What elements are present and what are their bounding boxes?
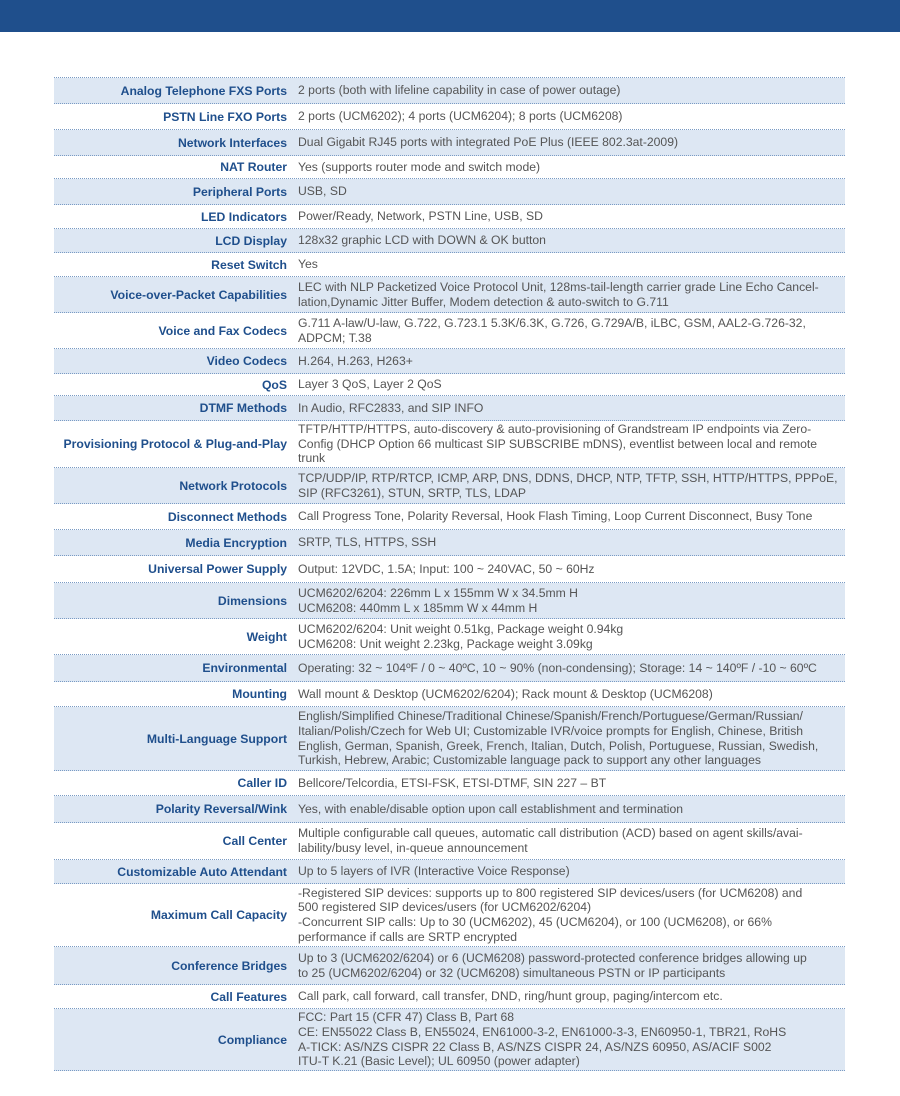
spec-row xyxy=(54,556,845,583)
spec-value xyxy=(298,375,845,394)
spec-label: Conference Bridges xyxy=(171,958,287,973)
spec-value-line: UCM6208: 440mm L x 185mm W x 44mm H xyxy=(298,600,538,615)
spec-label: Weight xyxy=(246,629,287,644)
spec-value-line: Turkish, Hebrew, Arabic; Customizable language pack to support any other languages xyxy=(298,753,761,768)
spec-row xyxy=(54,374,845,396)
spec-label: Video Codecs xyxy=(206,354,287,368)
spec-row xyxy=(54,396,845,421)
spec-value-line: Multiple configurable call queues, automatic call distribution (ACD) based on agent skills/avai- xyxy=(298,826,803,841)
spec-value xyxy=(298,255,845,274)
spec-label: Voice and Fax Codecs xyxy=(158,323,287,338)
spec-row xyxy=(54,205,845,229)
spec-value xyxy=(298,584,845,617)
spec-value-line: UCM6202/6204: 226mm L x 155mm W x 34.5mm H xyxy=(298,585,578,600)
spec-label: Polarity Reversal/Wink xyxy=(155,802,287,816)
spec-value xyxy=(298,469,845,502)
spec-value-line: Call park, call forward, call transfer, DND, ring/hunt group, paging/intercom etc. xyxy=(298,989,723,1004)
spec-value-line: performance if calls are SRTP encrypted xyxy=(298,929,518,944)
spec-value-line: Up to 5 layers of IVR (Interactive Voice Response) xyxy=(298,864,570,879)
spec-label: DTMF Methods xyxy=(199,401,287,415)
spec-value-line: Layer 3 QoS, Layer 2 QoS xyxy=(298,377,442,392)
spec-row xyxy=(54,884,845,947)
spec-label: Network Interfaces xyxy=(177,135,287,150)
spec-value xyxy=(298,81,845,100)
spec-value xyxy=(298,182,845,201)
spec-label: Reset Switch xyxy=(211,257,287,272)
spec-value xyxy=(298,507,845,526)
spec-row xyxy=(54,860,845,884)
spec-value-line: English/Simplified Chinese/Traditional Chinese/Spanish/French/Portuguese/German/Russian/ xyxy=(298,709,803,724)
spec-value-line: -Concurrent SIP calls: Up to 30 (UCM6202), 45 (UCM6204), or 100 (UCM6208), or 66% xyxy=(298,915,772,929)
spec-value xyxy=(298,207,845,226)
spec-value-line: FCC: Part 15 (CFR 47) Class B, Part 68 xyxy=(298,1010,515,1025)
spec-row xyxy=(54,313,845,349)
spec-label: Call Features xyxy=(210,989,287,1004)
spec-value-line: UCM6202/6204: Unit weight 0.51kg, Package weight 0.94kg xyxy=(298,621,624,636)
spec-value-line: 2 ports (both with lifeline capability in case of power outage) xyxy=(298,83,621,98)
spec-value-line: H.264, H.263, H263+ xyxy=(298,353,413,368)
spec-row xyxy=(54,682,845,707)
spec-row xyxy=(54,504,845,530)
spec-row xyxy=(54,583,845,619)
spec-value-line: 500 registered SIP devices/users (for UCM6202/6204) xyxy=(298,900,592,915)
spec-row xyxy=(54,468,845,504)
spec-value-line: G.711 A-law/U-law, G.722, G.723.1 5.3K/6.3K, G.726, G.729A/B, iLBC, GSM, AAL2-G.726-32, xyxy=(298,315,806,330)
spec-value-line: English, German, Spanish, Greek, French, Italian, Dutch, Polish, Portuguese, Russian, Swedish, xyxy=(298,738,819,753)
header-bar xyxy=(0,0,900,32)
spec-value xyxy=(298,707,845,769)
spec-label: Customizable Auto Attendant xyxy=(117,864,287,879)
spec-row xyxy=(54,655,845,682)
spec-table xyxy=(54,77,845,1071)
spec-row xyxy=(54,823,845,860)
spec-value-line: 128x32 graphic LCD with DOWN & OK button xyxy=(298,233,546,248)
spec-label: Compliance xyxy=(217,1032,287,1047)
spec-value xyxy=(298,884,845,946)
spec-row xyxy=(54,229,845,253)
spec-row xyxy=(54,78,845,104)
spec-label: Voice-over-Packet Capabilities xyxy=(110,287,287,302)
spec-value-line: lability/busy level, in-queue announcement xyxy=(298,841,528,855)
spec-value-line: ADPCM; T.38 xyxy=(298,330,372,345)
spec-value-line: A-TICK: AS/NZS CISPR 22 Class B, AS/NZS CISPR 24, AS/NZS 60950, AS/ACIF S002 xyxy=(298,1039,772,1054)
spec-value-line: Italian/Polish/Czech for Web UI; Customizable IVR/voice prompts for English, Chinese, British xyxy=(298,723,804,738)
spec-value-line: Yes xyxy=(298,257,318,272)
spec-row xyxy=(54,947,845,985)
spec-value-line: Bellcore/Telcordia, ETSI-FSK, ETSI-DTMF, SIN 227 – BT xyxy=(298,775,607,790)
spec-value-line: Power/Ready, Network, PSTN Line, USB, SD xyxy=(298,209,543,224)
spec-row xyxy=(54,796,845,823)
spec-row xyxy=(54,530,845,556)
spec-value xyxy=(298,399,845,418)
spec-value-line: Up to 3 (UCM6202/6204) or 6 (UCM6208) password-protected conference bridges allowing up xyxy=(298,950,807,965)
spec-row xyxy=(54,707,845,771)
spec-value xyxy=(298,987,845,1006)
spec-label: Maximum Call Capacity xyxy=(150,908,287,922)
spec-value-line: 2 ports (UCM6202); 4 ports (UCM6204); 8 ports (UCM6208) xyxy=(298,109,623,124)
spec-label: LCD Display xyxy=(215,233,287,248)
spec-value xyxy=(298,560,845,579)
spec-value-line: UCM6208: Unit weight 2.23kg, Package weight 3.09kg xyxy=(298,636,593,651)
spec-label: Network Protocols xyxy=(179,478,287,493)
spec-value-line: Yes (supports router mode and switch mode) xyxy=(298,159,541,174)
spec-value-line: Yes, with enable/disable option upon call establishment and termination xyxy=(298,801,684,816)
spec-value-line: CE: EN55022 Class B, EN55024, EN61000-3-2, EN61000-3-3, EN60950-1, TBR21, RoHS xyxy=(298,1024,787,1039)
spec-value-line: to 25 (UCM6202/6204) or 32 (UCM6208) simultaneous PSTN or IP participants xyxy=(298,965,726,980)
spec-label: Media Encryption xyxy=(185,535,287,550)
spec-value-line: Dual Gigabit RJ45 ports with integrated PoE Plus (IEEE 802.3at-2009) xyxy=(298,135,679,150)
spec-label: Provisioning Protocol & Plug-and-Play xyxy=(63,437,287,451)
spec-row xyxy=(54,277,845,313)
spec-value xyxy=(298,949,845,982)
spec-value xyxy=(298,824,845,857)
spec-value xyxy=(298,107,845,126)
spec-label: Call Center xyxy=(222,834,287,848)
spec-label: Multi-Language Support xyxy=(146,731,287,746)
spec-value-line: USB, SD xyxy=(298,184,347,199)
spec-value-line: In Audio, RFC2833, and SIP INFO xyxy=(298,400,484,415)
spec-label: Environmental xyxy=(202,661,287,675)
spec-value xyxy=(298,158,845,177)
spec-label: Disconnect Methods xyxy=(167,509,287,524)
spec-value-line: LEC with NLP Packetized Voice Protocol Unit, 128ms-tail-length carrier grade Line Echo Cancel- xyxy=(298,279,819,294)
spec-row xyxy=(54,1009,845,1071)
spec-value-line: Config (DHCP Option 66 multicast SIP SUBSCRIBE mDNS), eventlist between local and remote xyxy=(298,436,818,451)
spec-row xyxy=(54,349,845,374)
spec-label: Caller ID xyxy=(237,776,287,790)
spec-label: Analog Telephone FXS Ports xyxy=(120,83,287,98)
spec-value xyxy=(298,685,845,704)
spec-row xyxy=(54,104,845,130)
spec-value xyxy=(298,420,845,468)
spec-value xyxy=(298,620,845,653)
spec-value xyxy=(298,1008,845,1070)
spec-value-line: Operating: 32 ~ 104ºF / 0 ~ 40ºC, 10 ~ 90% (non-condensing); Storage: 14 ~ 140ºF / -10 ~ 60ºC xyxy=(298,660,817,675)
spec-value-line: SIP (RFC3261), STUN, SRTP, TLS, LDAP xyxy=(298,485,527,500)
spec-label: QoS xyxy=(261,377,287,392)
spec-row xyxy=(54,130,845,156)
spec-label: Universal Power Supply xyxy=(148,562,287,576)
spec-value xyxy=(298,278,845,311)
spec-value xyxy=(298,774,845,793)
spec-value xyxy=(298,352,845,371)
spec-row xyxy=(54,156,845,179)
spec-row xyxy=(54,985,845,1009)
spec-value-line: SRTP, TLS, HTTPS, SSH xyxy=(298,535,437,550)
spec-label: NAT Router xyxy=(220,160,287,174)
spec-label: PSTN Line FXO Ports xyxy=(163,109,287,124)
spec-value-line: Call Progress Tone, Polarity Reversal, Hook Flash Timing, Loop Current Disconnect, Busy Tone xyxy=(298,509,813,524)
spec-row xyxy=(54,421,845,468)
spec-label: Dimensions xyxy=(217,593,287,608)
spec-value xyxy=(298,800,845,819)
spec-row xyxy=(54,771,845,796)
spec-row xyxy=(54,619,845,655)
spec-value xyxy=(298,533,845,552)
spec-label: Peripheral Ports xyxy=(192,184,287,199)
spec-value-line: trunk xyxy=(298,451,326,466)
spec-label: LED Indicators xyxy=(200,209,287,224)
spec-label: Mounting xyxy=(232,687,287,701)
spec-value-line: TFTP/HTTP/HTTPS, auto-discovery & auto-provisioning of Grandstream IP endpoints via Zero- xyxy=(298,422,812,437)
spec-value-line: ITU-T K.21 (Basic Level); UL 60950 (power adapter) xyxy=(298,1054,580,1069)
spec-value xyxy=(298,231,845,250)
spec-value xyxy=(298,659,845,678)
spec-row xyxy=(54,253,845,277)
spec-value xyxy=(298,133,845,152)
spec-row xyxy=(54,179,845,205)
spec-value-line: TCP/UDP/IP, RTP/RTCP, ICMP, ARP, DNS, DDNS, DHCP, NTP, TFTP, SSH, HTTP/HTTPS, PPPoE, xyxy=(298,470,838,485)
spec-value xyxy=(298,314,845,347)
spec-value-line: Wall mount & Desktop (UCM6202/6204); Rack mount & Desktop (UCM6208) xyxy=(298,686,713,701)
spec-value-line: -Registered SIP devices: supports up to 800 registered SIP devices/users (for UCM6208) and xyxy=(298,885,803,900)
spec-value-line: Output: 12VDC, 1.5A; Input: 100 ~ 240VAC, 50 ~ 60Hz xyxy=(298,561,595,576)
spec-value-line: lation,Dynamic Jitter Buffer, Modem detection & auto-switch to G.711 xyxy=(298,294,669,309)
spec-value xyxy=(298,862,845,881)
